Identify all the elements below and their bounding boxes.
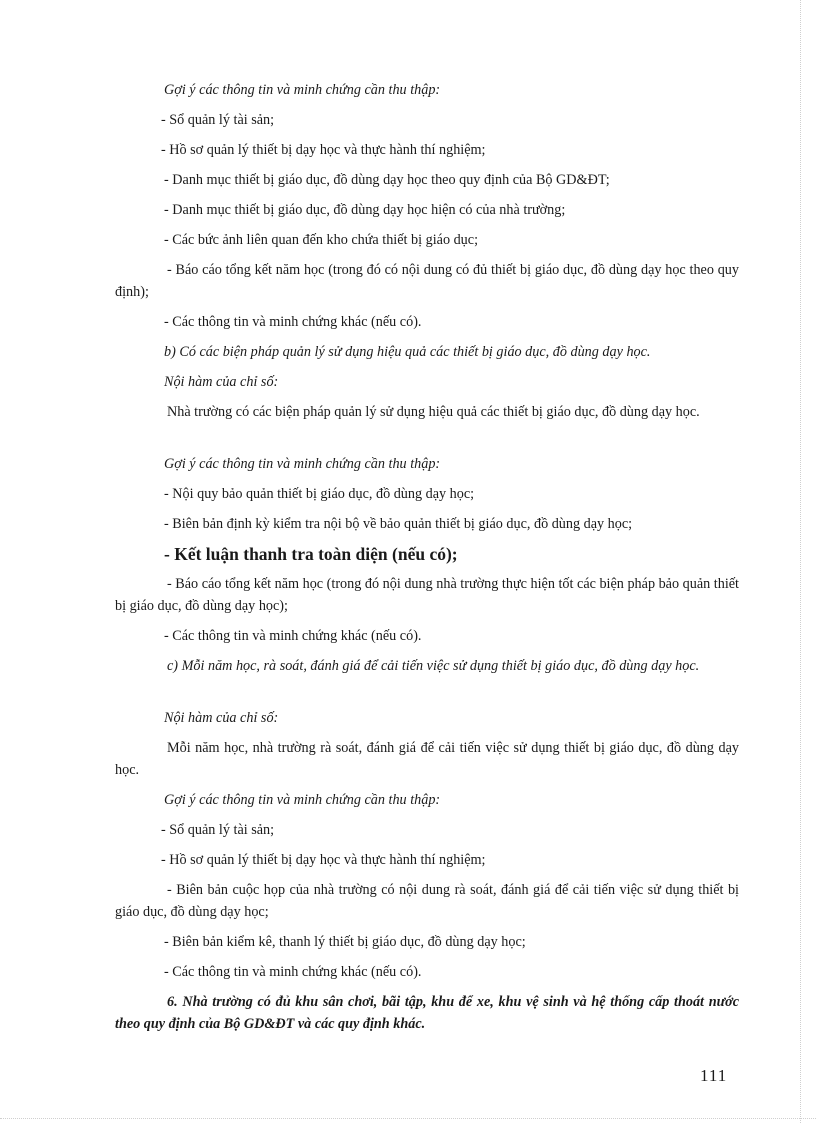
criterion-b-heading: b) Có các biện pháp quản lý sử dụng hiệu quả các thiết bị giáo dục, đồ dùng dạy học. xyxy=(164,344,651,360)
criterion-c-heading: c) Mỗi năm học, rà soát, đánh giá để cải tiến việc sử dụng thiết bị giáo dục, đồ dùng dạy học. xyxy=(167,658,700,674)
document-body xyxy=(115,79,739,1043)
list-item: - Danh mục thiết bị giáo dục, đồ dùng dạy học theo quy định của Bộ GD&ĐT; xyxy=(164,172,610,188)
evidence-heading: Gợi ý các thông tin và minh chứng cần thu thập: xyxy=(164,792,441,808)
evidence-heading: Gợi ý các thông tin và minh chứng cần thu thập: xyxy=(164,456,441,472)
page-number: 111 xyxy=(700,1066,728,1085)
body-paragraph: Nhà trường có các biện pháp quản lý sử dụng hiệu quả các thiết bị giáo dục, đồ dùng dạy học. xyxy=(167,404,700,420)
page-right-border xyxy=(800,0,801,1123)
body-paragraph: Mỗi năm học, nhà trường rà soát, đánh giá để cải tiến việc sử dụng thiết bị giáo dục, đồ dùng dạy học. xyxy=(115,740,739,778)
list-item: - Các thông tin và minh chứng khác (nếu có). xyxy=(164,628,422,644)
list-item-emphasized: - Kết luận thanh tra toàn diện (nếu có); xyxy=(164,544,458,564)
meaning-heading: Nội hàm của chỉ số: xyxy=(164,374,279,390)
meaning-heading: Nội hàm của chỉ số: xyxy=(164,710,279,726)
list-item: - Biên bản định kỳ kiểm tra nội bộ về bảo quản thiết bị giáo dục, đồ dùng dạy học; xyxy=(164,516,633,532)
list-item: - Biên bản cuộc họp của nhà trường có nội dung rà soát, đánh giá để cải tiến việc sử dụng thiết bị giáo dục, đồ dùng dạy học; xyxy=(115,882,739,920)
page-bottom-border xyxy=(0,1118,816,1119)
list-item: - Báo cáo tổng kết năm học (trong đó có nội dung có đủ thiết bị giáo dục, đồ dùng dạy học theo quy định); xyxy=(115,262,739,300)
list-item: - Danh mục thiết bị giáo dục, đồ dùng dạy học hiện có của nhà trường; xyxy=(164,202,566,218)
list-item: - Hồ sơ quản lý thiết bị dạy học và thực hành thí nghiệm; xyxy=(161,142,486,158)
evidence-heading: Gợi ý các thông tin và minh chứng cần thu thập: xyxy=(164,82,441,98)
list-item: - Biên bản kiểm kê, thanh lý thiết bị giáo dục, đồ dùng dạy học; xyxy=(164,934,526,950)
list-item: - Nội quy bảo quản thiết bị giáo dục, đồ dùng dạy học; xyxy=(164,486,475,502)
list-item: - Các thông tin và minh chứng khác (nếu có). xyxy=(164,964,422,980)
list-item: - Sổ quản lý tài sản; xyxy=(161,112,275,128)
list-item: - Sổ quản lý tài sản; xyxy=(161,822,275,838)
list-item: - Các bức ảnh liên quan đến kho chứa thiết bị giáo dục; xyxy=(164,232,479,248)
list-item: - Các thông tin và minh chứng khác (nếu có). xyxy=(164,314,422,330)
list-item: - Báo cáo tổng kết năm học (trong đó nội dung nhà trường thực hiện tốt các biện pháp bảo quản thiết bị giáo dục, đồ dùng dạy học); xyxy=(115,576,739,614)
list-item: - Hồ sơ quản lý thiết bị dạy học và thực hành thí nghiệm; xyxy=(161,852,486,868)
section-6-heading: 6. Nhà trường có đủ khu sân chơi, bãi tập, khu để xe, khu vệ sinh và hệ thống cấp thoát nước theo quy định của Bộ GD&ĐT và các quy định khác. xyxy=(115,994,739,1032)
